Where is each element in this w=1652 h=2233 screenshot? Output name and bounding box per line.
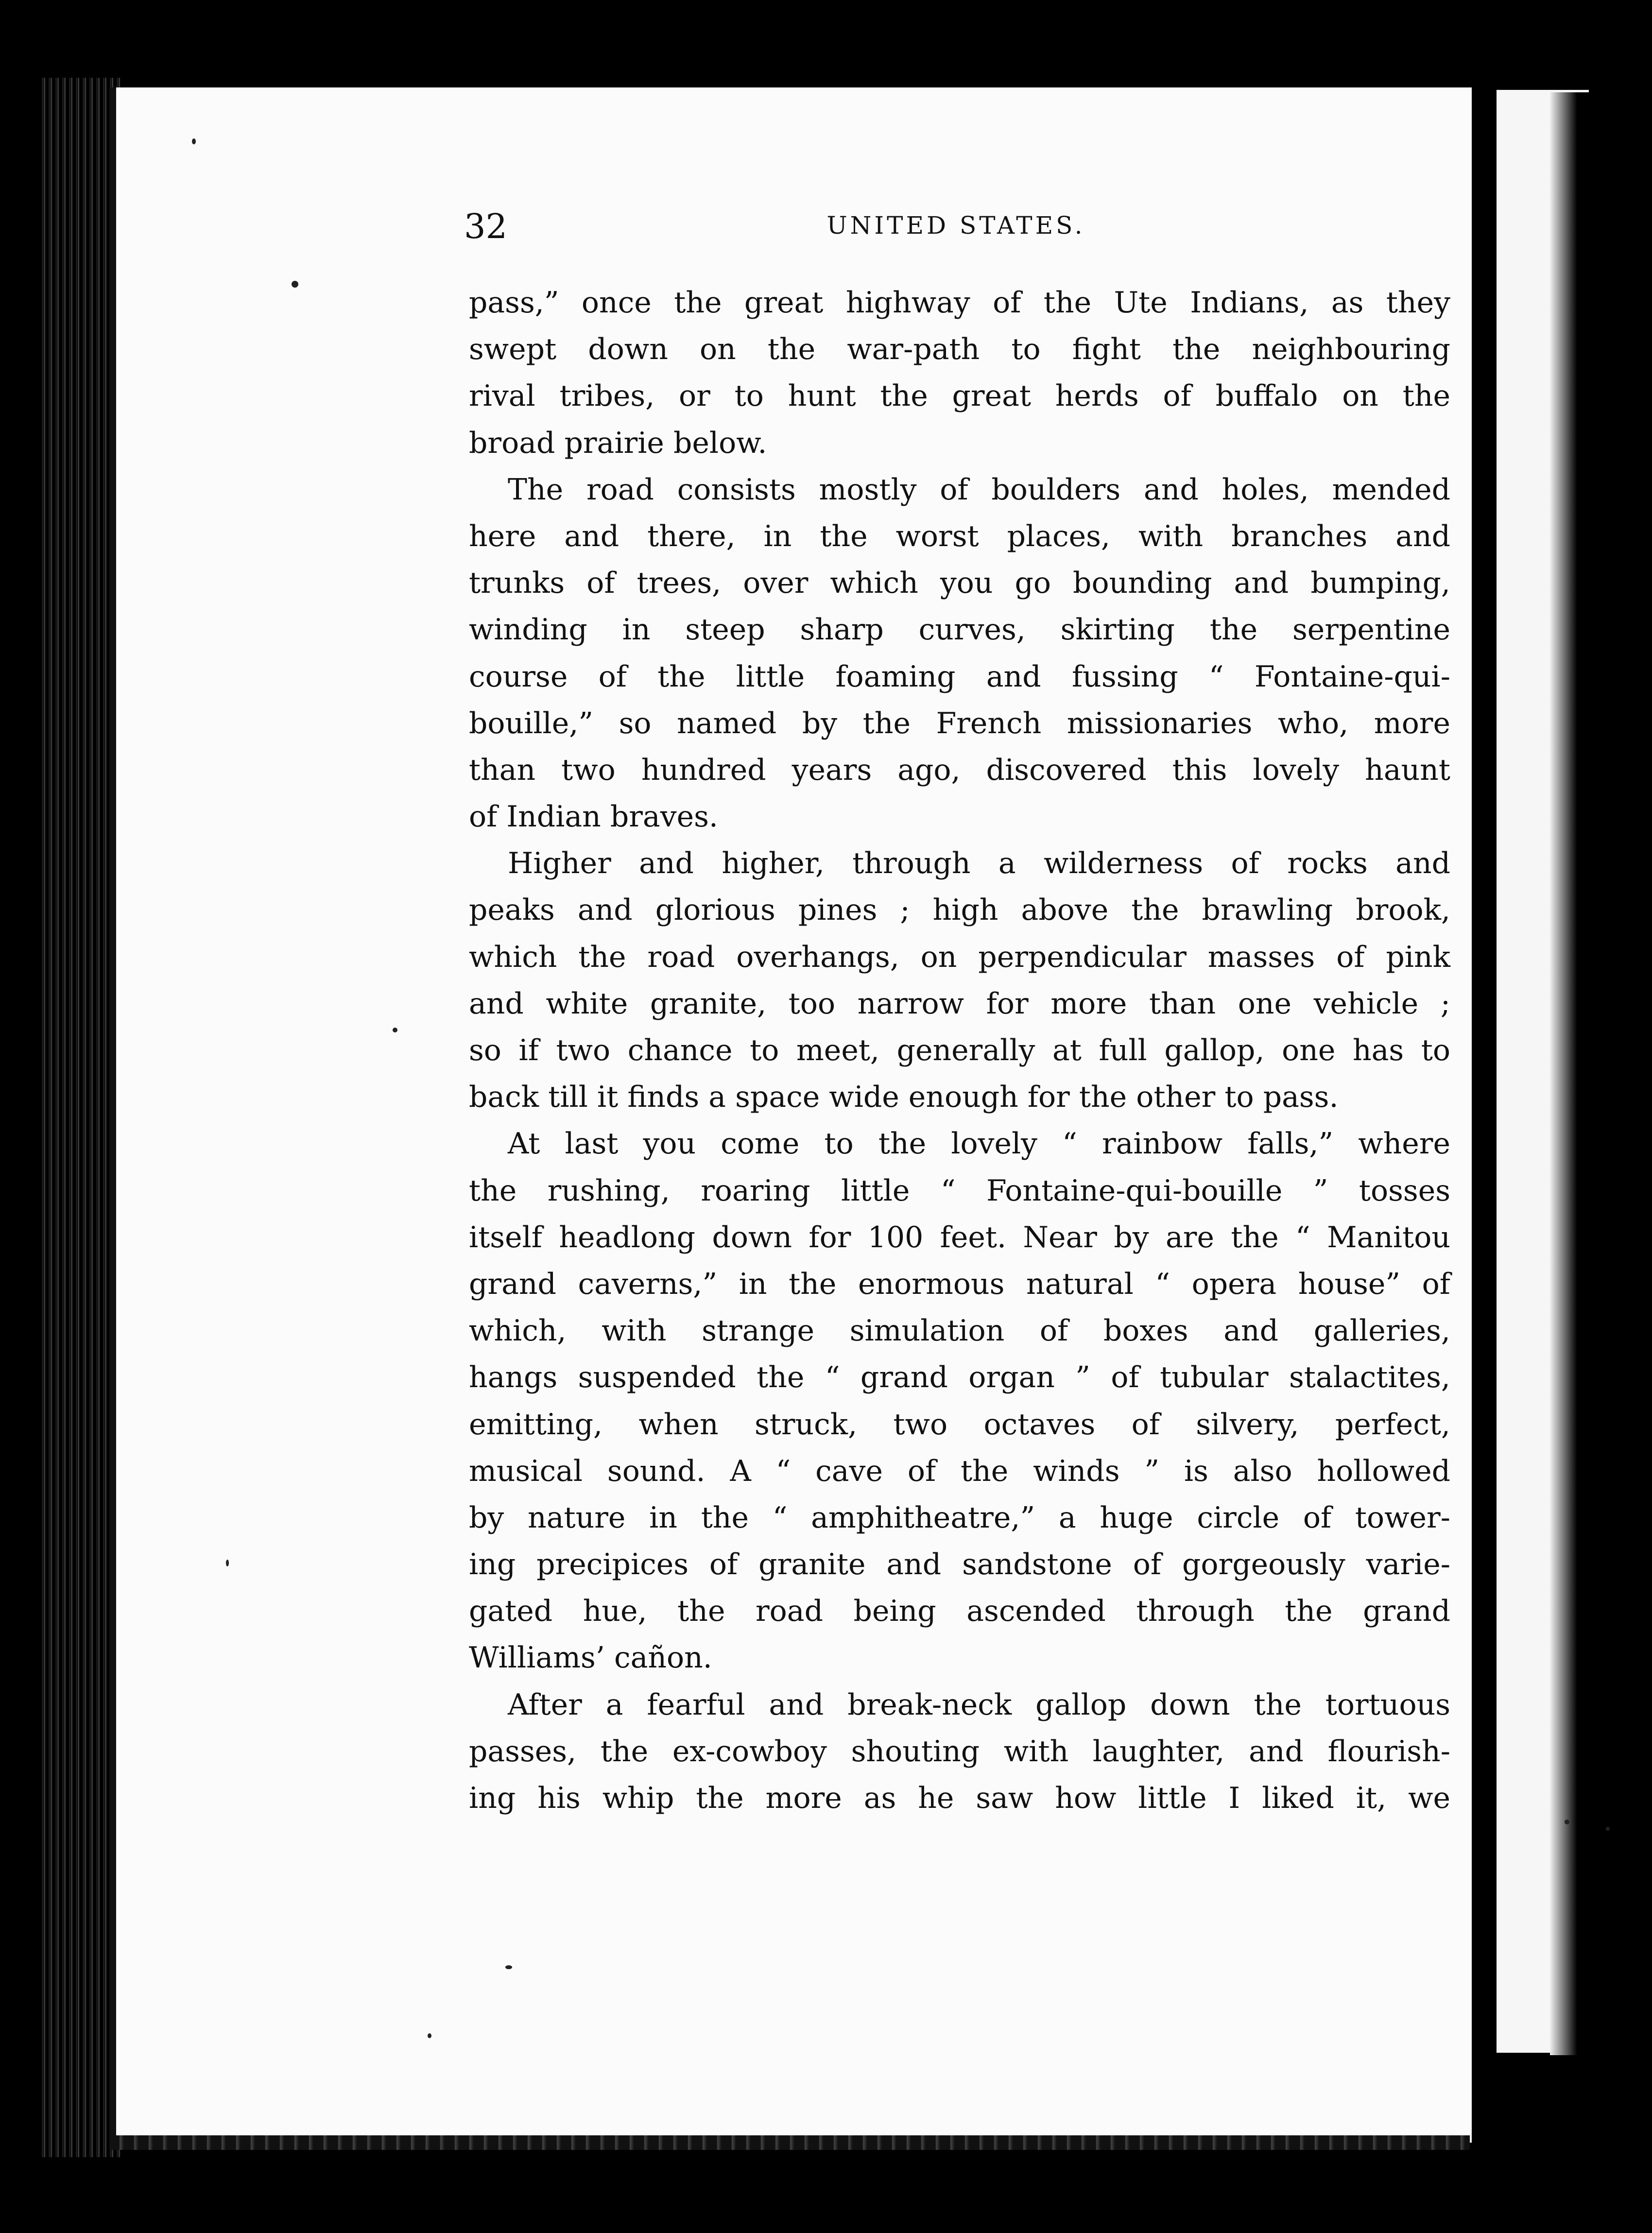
text-line: trunks of trees, over which you go bounding and bumping, [469,566,1450,601]
text-line: which the road overhangs, on perpendicular masses of pink [469,940,1450,974]
text-line: so if two chance to meet, generally at full gallop, one has to [469,1033,1450,1067]
text-line: passes, the ex-cowboy shouting with laughter, and flourish- [469,1734,1450,1769]
running-head: UNITED STATES. [826,211,1085,240]
text-line: of Indian braves. [469,800,718,834]
text-line: hangs suspended the “ grand organ ” of tubular stalactites, [469,1360,1450,1395]
text-line: bouille,” so named by the French missionaries who, more [469,706,1450,740]
page-number: 32 [464,206,508,246]
text-line: musical sound. A “ cave of the winds ” is also hollowed [469,1454,1450,1488]
text-line: ing his whip the more as he saw how little I liked it, we [469,1781,1450,1815]
text-line: broad prairie below. [469,426,767,460]
text-line: which, with strange simulation of boxes and galleries, [469,1314,1450,1348]
paragraph [469,279,1450,466]
text-line: swept down on the war-path to fight the neighbouring [469,332,1450,367]
text-line: than two hundred years ago, discovered this lovely haunt [469,753,1450,787]
text-line: grand caverns,” in the enormous natural “ opera house” of [469,1267,1450,1301]
paragraph [469,840,1450,1120]
body-text [469,279,1450,1821]
page-bottom-edge [109,2135,1470,2150]
page-header [464,206,1448,250]
text-line: peaks and glorious pines ; high above the brawling brook, [469,893,1450,928]
text-line: gated hue, the road being ascended through the grand [469,1594,1450,1629]
text-line: by nature in the “ amphitheatre,” a huge circle of tower- [469,1500,1450,1535]
text-line: emitting, when struck, two octaves of silvery, perfect, [469,1407,1450,1442]
text-line: ing precipices of granite and sandstone of gorgeously varie- [469,1547,1450,1582]
text-line: After a fearful and break-neck gallop down the tortuous [508,1687,1450,1722]
text-line: The road consists mostly of boulders and holes, mended [508,472,1450,507]
text-line: winding in steep sharp curves, skirting the serpentine [469,613,1450,647]
text-line: back till it finds a space wide enough for the other to pass. [469,1080,1339,1115]
text-line: and white granite, too narrow for more than one vehicle ; [469,986,1450,1021]
text-line: Williams’ cañon. [469,1641,712,1675]
text-line: At last you come to the lovely “ rainbow falls,” where [508,1127,1450,1161]
text-line: Higher and higher, through a wilderness of rocks and [508,846,1450,881]
facing-page-shadow [1550,92,1589,2055]
paragraph [469,1120,1450,1681]
text-line: here and there, in the worst places, with branches and [469,519,1450,553]
text-line: itself headlong down for 100 feet. Near by are the “ Manitou [469,1220,1450,1254]
text-line: course of the little foaming and fussing “ Fontaine-qui- [469,659,1450,694]
text-line: pass,” once the great highway of the Ute Indians, as they [469,286,1450,320]
text-line: the rushing, roaring little “ Fontaine-qui-bouille ” tosses [469,1173,1450,1208]
paragraph [469,466,1450,841]
paragraph [469,1682,1450,1822]
text-line: rival tribes, or to hunt the great herds of buffalo on the [469,379,1450,413]
